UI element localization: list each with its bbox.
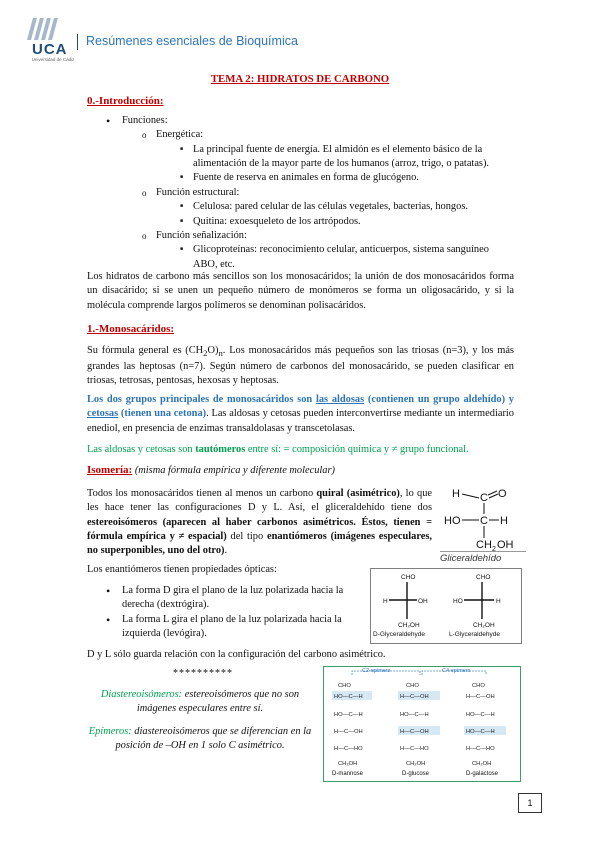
svg-text:CH₂OH: CH₂OH [338,761,358,767]
separator-stars: ********** [173,668,233,679]
svg-text:HO—C—H: HO—C—H [400,712,429,718]
svg-text:H—C—HO: H—C—HO [334,746,363,752]
svg-text:O: O [498,488,507,500]
svg-text:CH₂OH: CH₂OH [473,622,495,629]
svg-text:H: H [383,598,388,605]
mono-heading: 1.-Monosacáridos: [87,323,175,335]
functions-list [122,114,522,272]
optical-intro: Los enantiómeros tienen propiedades ópticas: [87,564,277,575]
d-glyceraldehyde-label: D-Glyceraldehyde [373,631,426,638]
energy-item: ■ Fuente de reserva en animales en forma de glucógeno. [193,171,497,185]
dl-glyceraldehyde-figure [370,568,522,644]
svg-text:C: C [480,492,488,504]
svg-text:HO—C—H: HO—C—H [334,694,363,700]
logo-text: UCA [32,41,68,58]
svg-text:HO—C—H: HO—C—H [466,712,495,718]
svg-text:2: 2 [492,546,496,553]
svg-text:CH₂OH: CH₂OH [406,761,426,767]
l-glyceraldehyde-label: L-Glyceraldehyde [449,631,500,638]
svg-text:H—C—OH: H—C—OH [334,729,363,735]
isomeria-line: Isomería: (misma fórmula empírica y diferente molecular) [87,464,335,476]
optical-item: • La forma L gira el plano de la luz polarizada hacia la izquierda (levógira). [122,613,358,642]
optical-item: • La forma D gira el plano de la luz polarizada hacia la derecha (dextrógira). [122,584,358,613]
dl-note: D y L sólo guarda relación con la configuración del carbono asimétrico. [87,649,386,660]
energy-item: ■ La principal fuente de energía. El almidón es el elemento básico de la alimentación de la mayor parte de los humanos (arroz, trigo, o patatas). [193,143,497,172]
svg-text:H—C—OH: H—C—OH [466,694,495,700]
svg-text:HO: HO [444,515,461,527]
svg-text:OH: OH [418,598,428,605]
svg-text:HO—C—H: HO—C—H [334,712,363,718]
epimers-diagram [324,667,520,781]
svg-text:H—C—OH: H—C—OH [400,729,429,735]
epimer-def: Epímeros: diastereoisómeros que se diferencian en la posición de –OH en 1 solo C asimétrico. [88,726,312,752]
svg-text:HO: HO [453,598,463,605]
svg-text:CHO: CHO [406,683,419,689]
epimer-name: D-mannose [332,771,364,777]
intro-paragraph: Los hidratos de carbono más sencillos son los monosacáridos; la unión de dos monosacáridos forma un disacárido; si se unen un pequeño número de monómeros se forma un oligosacárido, y si la molécula comprende largos polímeros se denominan polisacáridos. [87,271,514,311]
energy-label: o Energética: [156,128,522,142]
functions-label: • Funciones: [122,114,522,128]
glyceraldehyde-caption: Gliceraldehído [440,551,526,565]
logo-subtext: Universidad de Cádiz [31,57,75,62]
struct-label: o Función estructural: [156,186,522,200]
c4-epimers-label: C4-epimers [442,668,471,674]
svg-text:CH: CH [476,539,492,551]
svg-text:CH₂OH: CH₂OH [472,761,492,767]
epimers-figure [323,666,521,782]
diastereoisomer-def: Diastereoisómeros: estereoisómeros que no son imágenes especulares entre sí. [100,689,300,715]
svg-text:CHO: CHO [401,574,416,581]
svg-text:OH: OH [497,539,514,551]
page-number: 1 [518,793,542,813]
epimer-name: D-galactose [466,771,499,777]
svg-text:CHO: CHO [338,683,351,689]
mono-paragraph-1: Su fórmula general es $(CH_2O)_n$. Los monosacáridos más pequeños son las triosas (n=3), y los más grandes las heptosas (n=7). Según número de carbonos del monosacárido, se pueden clasificar en triosas, tetrosas, pentosas, hexosas y heptosas. [87,345,514,387]
svg-text:H—C—HO: H—C—HO [466,746,495,752]
university-logo [26,14,78,70]
svg-text:C: C [480,515,488,527]
signal-label: o Función señalización: [156,229,522,243]
header-title: Resúmenes esenciales de Bioquímica [86,34,298,48]
svg-text:CHO: CHO [476,574,491,581]
svg-text:CHO: CHO [472,683,485,689]
svg-text:H: H [496,598,501,605]
struct-item: ■ Quitina: exoesqueleto de los artrópodos. [193,215,503,229]
glyceraldehyde-diagram [436,483,528,553]
topic-title: TEMA 2: HIDRATOS DE CARBONO [210,73,390,85]
optical-list [122,584,358,641]
svg-text:H: H [452,488,460,500]
tautomer-line: Las aldosas y cetosas son tautómeros entre sí: = composición química y ≠ grupo funcional. [87,444,469,455]
mono-paragraph-2: Los dos grupos principales de monosacáridos son las aldosas (contienen un grupo aldehído) y cetosas (tienen una cetona). Las aldosas y cetosas pueden interconvertirse mediante un intermediario enediol, en presencia de enzimas transaldolasas y transcetolasas. [87,394,514,434]
quiral-paragraph: Todos los monosacáridos tienen al menos un carbono quiral (asimétrico), lo que les hace tener las configuraciones D y L. Así, el gliceraldehído tiene dos estereoisómeros (aparecen al haber carbonos asimétricos. Éstos, tienen = fórmula empírica y ≠ espacial) del tipo enantiómeros (imágenes especulares, no superponibles, uno del otro). [87,488,432,557]
svg-text:H—C—OH: H—C—OH [400,694,429,700]
signal-item: ■ Glicoproteínas: reconocimiento celular, anticuerpos, sistema sanguíneo ABO, etc. [193,243,493,272]
struct-item: ■ Celulosa: pared celular de las células vegetales, bacterias, hongos. [193,200,503,214]
svg-text:H: H [500,515,508,527]
svg-text:HO—C—H: HO—C—H [466,729,495,735]
c2-epimers-label: C2-epimers [362,668,391,674]
intro-heading: 0.-Introducción: [87,95,164,107]
header-separator [77,34,78,50]
svg-text:CH₂OH: CH₂OH [398,622,420,629]
glyceraldehyde-structure [436,483,528,563]
svg-text:H—C—HO: H—C—HO [400,746,429,752]
epimer-name: D-glucose [402,771,430,777]
